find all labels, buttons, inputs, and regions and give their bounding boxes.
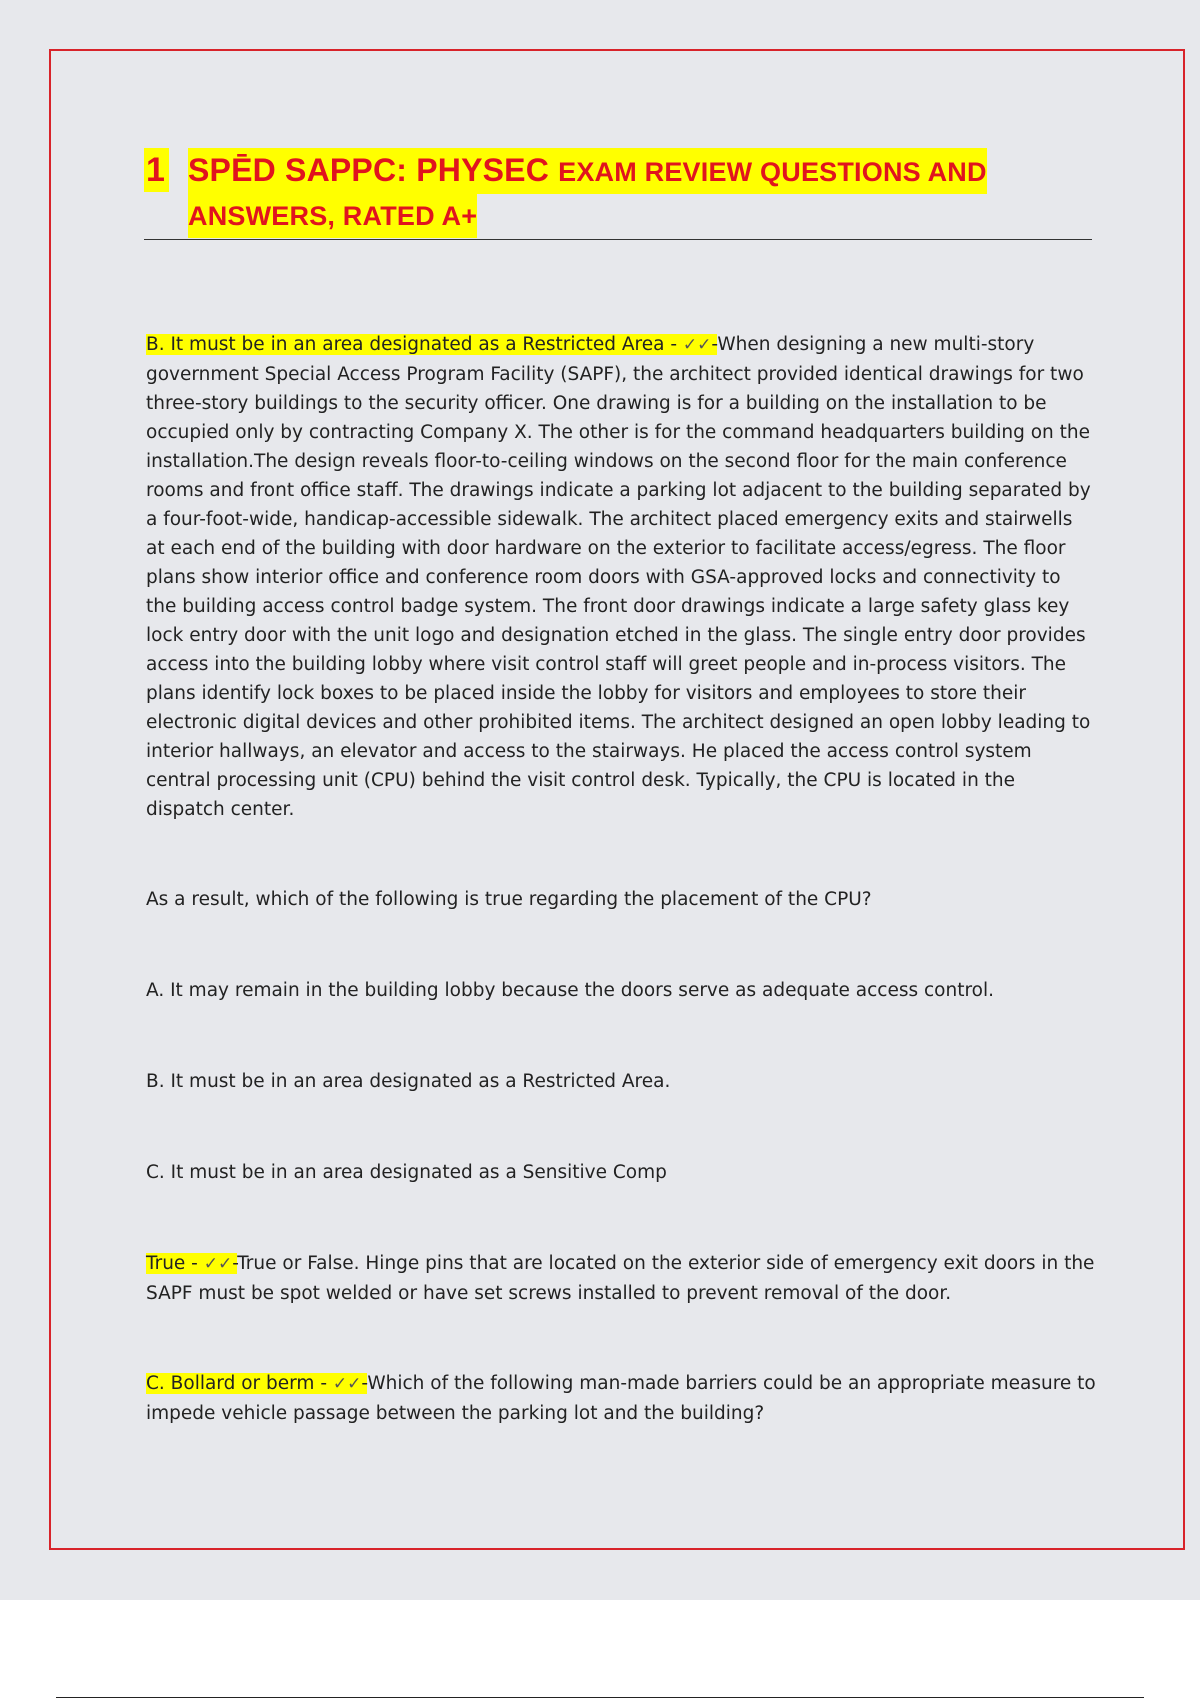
question-3 bbox=[146, 1369, 1096, 1428]
double-check-icon: ✓✓ bbox=[203, 1254, 233, 1274]
double-check-icon: ✓✓ bbox=[682, 335, 712, 355]
q1-option-a: A. It may remain in the building lobby because the doors serve as adequate access control. bbox=[146, 980, 995, 1001]
q1-option-b: B. It must be in an area designated as a Restricted Area. bbox=[146, 1071, 671, 1092]
q2-answer: True - bbox=[146, 1253, 204, 1274]
title-line-2-text: ANSWERS, RATED A+ bbox=[188, 201, 478, 231]
double-check-icon: ✓✓ bbox=[332, 1374, 362, 1394]
q1-dash: - bbox=[711, 334, 718, 355]
q3-question: Which of the following man-made barriers could be an appropriate measure to impede vehicle passage between the parking lot and the building? bbox=[146, 1373, 1096, 1424]
q3-dash: - bbox=[361, 1373, 368, 1394]
q2-question: True or False. Hinge pins that are located on the exterior side of emergency exit doors in the SAPF must be spot welded or have set screws installed to prevent removal of the door. bbox=[146, 1253, 1095, 1304]
question-1 bbox=[146, 330, 1096, 824]
title-line-1-b: EXAM REVIEW QUESTIONS AND bbox=[558, 157, 987, 187]
q1-prompt: As a result, which of the following is true regarding the placement of the CPU? bbox=[146, 889, 872, 910]
q3-answer: C. Bollard or berm - bbox=[146, 1373, 333, 1394]
q1-option-c: C. It must be in an area designated as a Sensitive Comp bbox=[146, 1162, 667, 1183]
q1-answer: B. It must be in an area designated as a Restricted Area - bbox=[146, 334, 683, 355]
q2-answer-highlight bbox=[146, 1253, 237, 1274]
title-number: 1 bbox=[144, 148, 169, 192]
title-line-1 bbox=[188, 148, 987, 194]
question-2 bbox=[146, 1249, 1096, 1308]
title-line-2 bbox=[188, 192, 477, 238]
q2-dash: - bbox=[232, 1253, 238, 1274]
q1-answer-highlight bbox=[146, 334, 717, 355]
q3-answer-highlight bbox=[146, 1373, 367, 1394]
footer-divider bbox=[56, 1697, 1144, 1698]
title-line-1-a: SPĒD SAPPC: PHYSEC bbox=[188, 152, 559, 188]
q1-question: When designing a new multi-story government Special Access Program Facility (SAPF), the architect provided identical drawings for two three-story buildings to the security officer. One drawing is for a building on the installation to be occupied only by contracting Company X. The other is for the command headquarters building on the installation.The design reveals floor-to-ceiling windows on the second floor for the main conference rooms and front office staff. The drawings indicate a parking lot adjacent to the building separated by a four-foot-wide, handicap-accessible sidewalk. The architect placed emergency exits and stairwells at each end of the building with door hardware on the exterior to facilitate access/egress. The floor plans show interior office and conference room doors with GSA-approved locks and connectivity to the building access control badge system. The front door drawings indicate a large safety glass key lock entry door with the unit logo and designation etched in the glass. The single entry door provides access into the building lobby where visit control staff will greet people and in-process visitors. The plans identify lock boxes to be placed inside the lobby for visitors and employees to store their electronic digital devices and other prohibited items. The architect designed an open lobby leading to interior hallways, an elevator and access to the stairways. He placed the access control system central processing unit (CPU) behind the visit control desk. Typically, the CPU is located in the dispatch center. bbox=[146, 334, 1091, 820]
document-title bbox=[144, 144, 1092, 240]
document-body bbox=[146, 330, 1096, 1428]
